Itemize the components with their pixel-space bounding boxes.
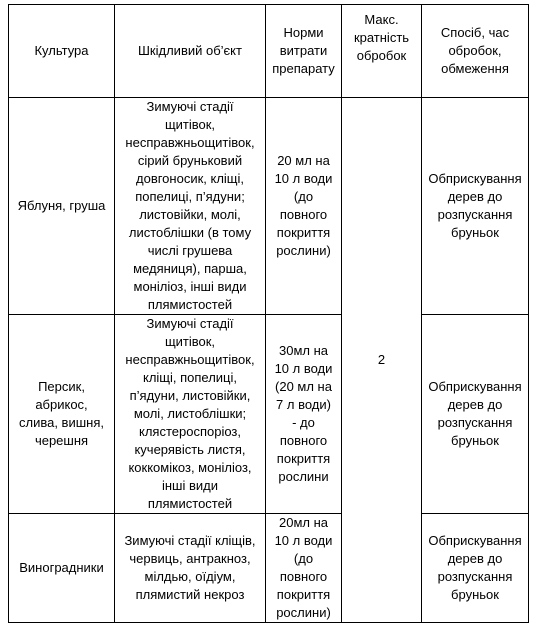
table-row <box>9 514 529 623</box>
method-cell: Обприскування дерев до розпускання бруньок <box>422 98 529 315</box>
culture-cell: Виноградники <box>9 514 115 623</box>
culture-cell: Персик, абрикос, слива, вишня, черешня <box>9 315 115 514</box>
header-target: Шкідливий об’єкт <box>115 5 266 98</box>
header-method: Спосіб, час обробок, обмеження <box>422 5 529 98</box>
table-row <box>9 98 529 315</box>
target-cell: Зимуючі стадії щитівок, несправжньощитівок, кліщі, попелиці, п’ядуни, листовійки, молі, листоблішки; клястероспоріоз, кучерявість листя, коккомікоз, моніліоз, інші види плямистостей <box>115 315 266 514</box>
culture-cell: Яблуня, груша <box>9 98 115 315</box>
norms-cell: 20мл на 10 л води (до повного покриття рослини) <box>266 514 342 623</box>
header-max-treatments: Макс. кратність обробок <box>342 5 422 98</box>
method-cell: Обприскування дерев до розпускання бруньок <box>422 514 529 623</box>
norms-cell: 30мл на 10 л води (20 мл на 7 л води) - до повного покриття рослини <box>266 315 342 514</box>
norms-cell: 20 мл на 10 л води (до повного покриття рослини) <box>266 98 342 315</box>
header-row <box>9 5 529 98</box>
pesticide-table <box>8 4 529 623</box>
target-cell: Зимуючі стадії кліщів, червиць, антракноз, мілдью, оїдіум, плямистий некроз <box>115 514 266 623</box>
target-cell: Зимуючі стадії щитівок, несправжньощитівок, сірий бруньковий довгоносик, кліщі, попелиці, п’ядуни; листовійки, молі, листоблішки (в тому числі грушева медяниця), парша, моніліоз, інші види плямистостей <box>115 98 266 315</box>
header-culture: Культура <box>9 5 115 98</box>
method-cell: Обприскування дерев до розпускання бруньок <box>422 315 529 514</box>
header-norms: Норми витрати препарату <box>266 5 342 98</box>
table-row <box>9 315 529 514</box>
max-treatments-cell: 2 <box>342 98 422 623</box>
